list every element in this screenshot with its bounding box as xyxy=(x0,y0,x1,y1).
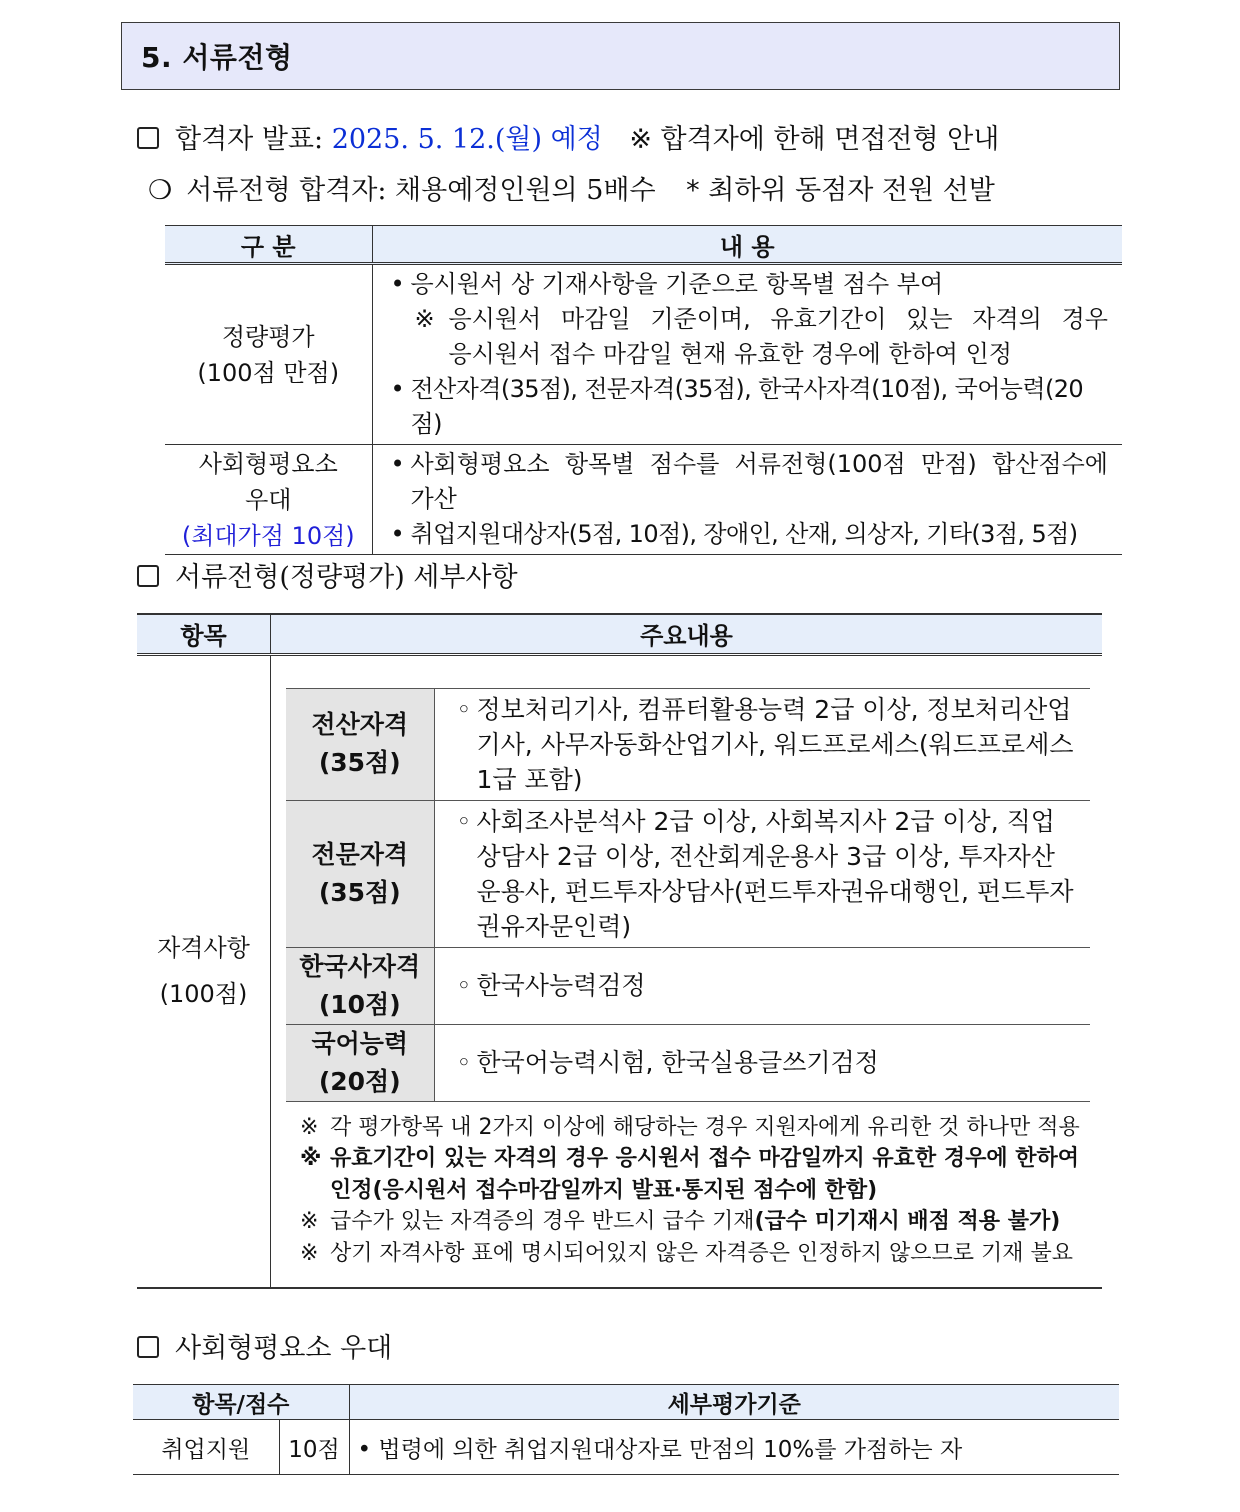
header-content: 내 용 xyxy=(372,226,1122,264)
content-cell xyxy=(372,445,1122,555)
note-text: 상기 자격사항 표에 명시되어있지 않은 자격증은 인정하지 않으므로 기재 불요 xyxy=(330,1240,1074,1266)
content-cell xyxy=(372,264,1122,445)
section-title: 5. 서류전형 xyxy=(121,22,1120,90)
bullet-item xyxy=(389,447,1109,517)
label-score: (35점) xyxy=(318,877,401,907)
header-item-score: 항목/점수 xyxy=(133,1385,349,1420)
category-cell xyxy=(165,264,372,445)
table-row xyxy=(165,445,1122,555)
pass-note: * 최하위 동점자 전원 선발 xyxy=(686,175,995,206)
qualification-label xyxy=(286,688,434,800)
qualification-table xyxy=(137,613,1102,1289)
pass-line xyxy=(148,168,995,207)
note-item xyxy=(300,1143,1090,1206)
note-item xyxy=(300,1206,1090,1238)
qualification-desc xyxy=(434,947,1090,1024)
desc-line: ◦ 사회조사분석사 2급 이상, 사회복지사 2급 이상, 직업 xyxy=(476,806,1055,836)
note-mark: ※ xyxy=(300,1146,322,1171)
circle-bullet-icon: ❍ xyxy=(148,175,173,206)
note-item xyxy=(300,1238,1090,1270)
qualification-row xyxy=(286,688,1090,800)
item-name: 자격사항 xyxy=(157,934,250,963)
announce-line xyxy=(137,117,999,156)
desc-line: 권유자문인력) xyxy=(476,911,632,941)
label-name: 국어능력 xyxy=(311,1028,409,1058)
bullet-line: • 사회형평요소 항목별 점수를 서류전형(100점 만점) 합산점수에 xyxy=(410,450,1108,478)
table-row xyxy=(137,654,1102,1288)
category-name: 사회형평요소 xyxy=(198,449,338,478)
label-score: (35점) xyxy=(318,748,401,777)
category-bonus: (최대가점 10점) xyxy=(181,521,355,550)
category-name: 우대 xyxy=(245,485,292,514)
note-text: 유효기간이 있는 자격의 경우 응시원서 접수 마감일까지 유효한 경우에 한하여 xyxy=(330,1146,1079,1171)
table-header-row xyxy=(133,1385,1119,1420)
announce-label: 합격자 발표: xyxy=(175,124,324,155)
desc-item: ◦ 한국어능력시험, 한국실용글쓰기검정 xyxy=(457,1045,1077,1080)
note-mark: ※ xyxy=(300,1114,319,1140)
social-heading xyxy=(137,1326,392,1365)
item-score: (100점) xyxy=(159,980,248,1009)
bullet-item: • 응시원서 상 기재사항을 기준으로 항목별 점수 부여 xyxy=(389,267,1109,302)
table-row xyxy=(133,1420,1119,1475)
label-name: 한국사자격 xyxy=(299,951,421,981)
desc-line: ◦ 정보처리기사, 컴퓨터활용능력 2급 이상, 정보처리산업 xyxy=(476,694,1072,724)
label-score: (20점) xyxy=(318,1066,401,1096)
note-text: 각 평가항목 내 2가지 이상에 해당하는 경우 지원자에게 유리한 것 하나만 적용 xyxy=(330,1114,1080,1140)
qualification-label xyxy=(286,947,434,1024)
qualification-row xyxy=(286,800,1090,947)
bullet-line: 가산 xyxy=(410,485,457,513)
social-item: 취업지원 xyxy=(133,1420,279,1475)
note-mark: ※ xyxy=(300,1240,319,1266)
desc-item: ◦ 한국사능력검정 xyxy=(457,968,1077,1003)
header-category: 구 분 xyxy=(165,226,372,264)
desc-item xyxy=(457,692,1077,797)
pass-text: 서류전형 합격자: 채용예정인원의 5배수 xyxy=(186,175,656,206)
social-score: 10점 xyxy=(279,1420,349,1475)
category-score: (100점 만점) xyxy=(197,358,340,387)
note-line: 응시원서 마감일 기준이며, 유효기간이 있는 자격의 경우 xyxy=(448,305,1108,333)
bullet-item: • 전산자격(35점), 전문자격(35점), 한국사자격(10점), 국어능력(20점) xyxy=(389,372,1109,442)
checkbox-square-icon xyxy=(137,565,159,587)
note-emphasis: (급수 미기재시 배점 적용 불가) xyxy=(754,1209,1061,1234)
table-header-row xyxy=(137,614,1102,654)
qualification-row xyxy=(286,1024,1090,1101)
notes-block xyxy=(286,1112,1090,1270)
label-name: 전산자격 xyxy=(311,710,409,739)
desc-line: 운용사, 펀드투자상담사(펀드투자권유대행인, 펀드투자 xyxy=(476,876,1074,906)
item-cell xyxy=(137,654,271,1288)
detail-cell xyxy=(271,654,1103,1288)
qualification-desc xyxy=(434,800,1090,947)
qualification-desc xyxy=(434,688,1090,800)
label-score: (10점) xyxy=(318,989,401,1019)
desc-line: 1급 포함) xyxy=(476,764,583,794)
qualification-row xyxy=(286,947,1090,1024)
note-text: 급수가 있는 자격증의 경우 반드시 급수 기재 xyxy=(330,1209,755,1234)
header-item: 항목 xyxy=(137,614,271,654)
desc-line: 기사, 사무자동화산업기사, 워드프로세스(워드프로세스 xyxy=(476,729,1074,759)
social-table xyxy=(133,1384,1119,1475)
note-mark: ※ xyxy=(414,305,435,333)
note-line: 응시원서 접수 마감일 현재 유효한 경우에 한하여 인정 xyxy=(448,340,1012,368)
checkbox-square-icon xyxy=(137,1336,159,1358)
qualification-inner-table xyxy=(286,688,1090,1102)
note-text: 인정(응시원서 접수마감일까지 발표‧통지된 점수에 한함) xyxy=(330,1177,878,1203)
qualification-desc xyxy=(434,1024,1090,1101)
note-mark: ※ xyxy=(300,1209,319,1234)
note-item xyxy=(300,1112,1090,1144)
announce-date: 2025. 5. 12.(월) 예정 xyxy=(331,124,603,155)
desc-line: 상담사 2급 이상, 전산회계운용사 3급 이상, 투자자산 xyxy=(476,841,1055,871)
detail-heading-text: 서류전형(정량평가) 세부사항 xyxy=(175,562,518,593)
checkbox-square-icon xyxy=(137,127,159,149)
table-header-row xyxy=(165,226,1122,264)
detail-heading xyxy=(137,555,518,594)
announce-note: ※ 합격자에 한해 면접전형 안내 xyxy=(629,124,1000,155)
table-row xyxy=(165,264,1122,445)
bullet-item: • 취업지원대상자(5점, 10점), 장애인, 산재, 의상자, 기타(3점, 5점) xyxy=(389,517,1109,552)
header-criteria: 세부평가기준 xyxy=(349,1385,1119,1420)
screening-table xyxy=(165,225,1122,555)
social-criteria: • 법령에 의한 취업지원대상자로 만점의 10%를 가점하는 자 xyxy=(349,1420,1119,1475)
category-cell xyxy=(165,445,372,555)
qualification-label xyxy=(286,1024,434,1101)
header-main: 주요내용 xyxy=(271,614,1103,654)
label-name: 전문자격 xyxy=(311,839,409,869)
category-name: 정량평가 xyxy=(221,322,315,351)
qualification-label xyxy=(286,800,434,947)
social-heading-text: 사회형평요소 우대 xyxy=(175,1333,393,1364)
note-item xyxy=(389,302,1109,372)
desc-item xyxy=(457,804,1077,944)
